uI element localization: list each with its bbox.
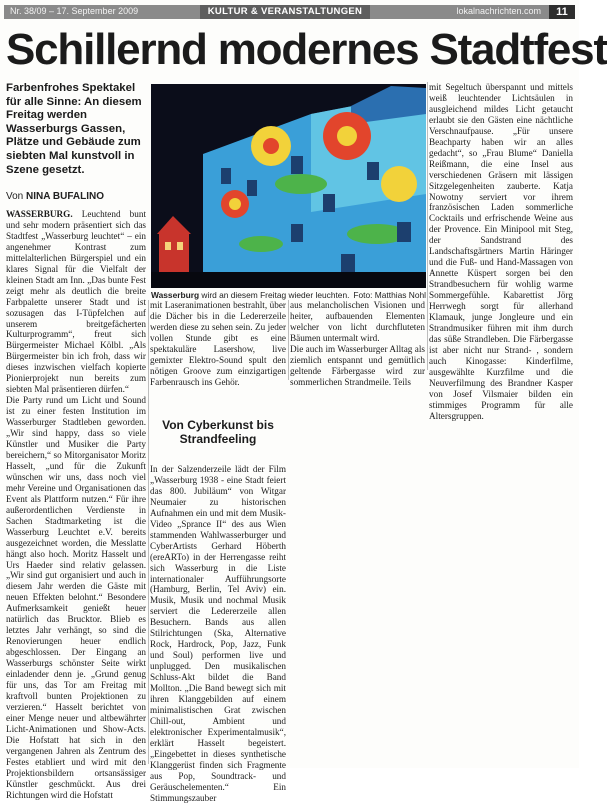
tower-body bbox=[159, 234, 189, 272]
flower-center bbox=[229, 198, 241, 210]
paragraph: Leuchtend bunt und sehr modern präsentiert sich das Stadtfest „Wasserburg leuchtet“ – ein angenehmer Kontrast zum mittelalterlichen Bürgerspiel und ein klares Signal für die Vielfalt der kleinen Stadt am Inn. „Das bunte Fest zeigt mehr als deutlich die breite Farbpalette unserer Stadt und ist sozusagen das I-Tüpfelchen auf unserem breitgefächerten Kulturprogramm“, freut sich Bürgermeister Michael Kölbl. „Als Bürgermeister bin ich froh, dass wir dieses inzwischen vielfach kopierte Pionierprojekt nun bereits zum siebten Mal präsentieren dürfen.“ bbox=[6, 209, 146, 395]
paragraph: Die Party rund um Licht und Sound ist zu einer festen Institution im Wasserburger Stadtleben geworden. „Wir sind happy, dass so viele Künstler und Musiker die Party bereichern,“ so Mitorganisator Moritz Hasselt, „und für die Zukunft wünschen wir uns, dass noch viel mehr Vereine und Organisationen das Event als Plattform nutzen.“ Für ihre außerordentlichen Verdienste in Sachen Stadtmarketing ist die Wasserburg Leuchtet e.V. bereits ausgezeichnet worden, die Messlatte hängt also hoch. Moritz Hasselt und Urs Haeder sind relativ gelassen. „Wir sind gut organisiert und auch in diesem Jahr werden die Gäste mit neuen Effekten belohnt.“ Besondere Aufmerksamkeit genießt heuer natürlich das Brucktor. Blieb es letztes Jahr verhängt, so sind die Renovierungen heuer endlich abgeschlossen. Der Eingang an Wasserburgs schönster Seite wirkt einladender denn je. „Grund genug für uns, das Tor am Freitag mit kraftvoll bunten Projektionen zu verzieren.“ Hasselt berichtet von einer Menge neuer und altbewährter Licht-Animationen und Show-Acts. Die Hofstatt hat sich in den vergangenen Jahren als Zentrum des Festes etabliert und wird mit den Projektionsbildern ortsansässiger Künstler geschmückt. Aus drei Richtungen wird die Hofstatt bbox=[6, 395, 146, 800]
photo-foreground bbox=[151, 272, 426, 288]
paragraph: Die auch im Wasserburger Alltag als ziemlich entspannt und gemütlich geltende Färbergasse wird zur sommerlichen Strandmeile. Teils bbox=[290, 343, 425, 387]
window bbox=[291, 156, 303, 174]
window bbox=[341, 254, 355, 274]
window bbox=[397, 222, 411, 242]
column-rule bbox=[427, 82, 428, 370]
caption-bold: Wasserburg bbox=[151, 290, 200, 300]
article-photo bbox=[151, 84, 426, 288]
column-rule bbox=[288, 300, 289, 380]
section-label: KULTUR & VERANSTALTUNGEN bbox=[200, 5, 370, 19]
window bbox=[367, 162, 379, 180]
paragraph: In der Salzenderzeile lädt der Film „Wasserburg 1938 - eine Stadt feiert das 800. Jubiläum“ von Witgar Neumaier zu historischen Aufnahmen ein und mit dem Musik-Video „Sprance II“ des aus Wien stammenden Wahlwasserburger und CyberArtists Gerhard Höberth (ereARTo) in der Herrengasse reiht sich Wasserburg in die Liste internationaler Aufführungsorte (Hamburg, Berlin, Tel Aviv) ein. Musik, Musik und nochmal Musik serviert die Ledererzeile allen Besuchern. Bands aus allen Stilrichtungen (Ska, Alternative Rock, Hardrock, Pop, Jazz, Funk und Soul) performen live und unplugged. Den musikalischen Schluss-Akt bildet die Band Mollton. „Die Band bewegt sich mit ihren Klanggebilden auf einem minimalistischen Grat zwischen Chill-out, Ambient und elektronischer Experimentalmusik“, erklärt Hasselt begeistert. „Eingebettet in dieses synthetische Klanggerüst finden sich Fragmente aus Pop, Soundtrack- und Geräuschelementen.“ Ein Stimmungszauber bbox=[150, 464, 286, 803]
paragraph: aus melancholischen Visionen und heiter, aufbauenden Elementen welcher von licht durchfluteten Bäumen untermalt wird. bbox=[290, 300, 425, 343]
window bbox=[221, 168, 231, 184]
text-column-4 bbox=[429, 82, 573, 421]
website-link[interactable]: lokalnachrichten.com bbox=[456, 6, 541, 16]
leaf-projection bbox=[275, 174, 327, 194]
photo-credit: Foto: Matthias Nohl bbox=[353, 290, 426, 300]
window bbox=[291, 224, 303, 242]
flower-projection bbox=[381, 166, 417, 202]
caption-body: wird an diesem Freitag wieder leuchten. bbox=[199, 290, 350, 300]
paragraph: mit Laseranimationen bestrahlt, über die Dächer bis in die Ledererzeile werden diese zu sehen sein. Zu jeder vollen Stunde gibt es eine spektakuläre Lasershow, live gemixter Elektro-Sound spult den nötigen Groove zum einzigartigen Farbenrausch ins Gehör. bbox=[150, 300, 286, 387]
byline-author: NINA BUFALINO bbox=[26, 191, 104, 202]
text-column-2 bbox=[150, 300, 286, 387]
issue-date: Nr. 38/09 – 17. September 2009 bbox=[10, 6, 139, 16]
leaf-projection bbox=[239, 236, 283, 252]
column-rule bbox=[148, 300, 149, 764]
text-column-3 bbox=[290, 300, 425, 387]
window bbox=[323, 194, 335, 212]
text-column-1 bbox=[6, 209, 146, 800]
page-header-band bbox=[4, 5, 575, 19]
illuminated-building-image bbox=[151, 84, 426, 288]
dateline: WASSERBURG. bbox=[6, 209, 73, 219]
byline-prefix: Von bbox=[6, 191, 24, 202]
tower-window bbox=[165, 242, 171, 250]
paragraph: mit Segeltuch überspannt und mittels weiß leuchtender Lichtsäulen in ausgleichend mildes Licht getaucht erlaubt sie den Gästen eine nächtliche Verschnaufpause. „Für unsere Beachparty haben wir an alles gedacht“, so „Frau Blume“ Daniella Reißmann, die eine Insel aus verschiedenen Gräsern mit lässigen Sitzgelegenheiten zauberte. Katja Nowotny serviert vor ihrem französischen Laden sommerliche Cocktails und erfrischende Weine aus der Provence. Ein Minipool mit Steg, der Sandstrand des Landschaftsgärtners Martin Häringer und die Fuß- und Hand-Massagen von Annette Küspert sorgen bei den Strandbesuchern für wohlig warme Sommergefühle. Kabarettist Jörg Herrwegh sorgt für allerhand Klamauk, junge Jongleure und ein Strandmusiker führen mit ihm durch das süße Strandleben. Die Färbergasse ist aber nicht nur Strand- , sondern auch Kinogasse: Kinderfilme, ausgewählte Kurzfilme und die Neuverfilmung des Brandner Kasper von Josef Vilsmaier bilden ein stimmiges Programm für alle Altersgruppen. bbox=[429, 82, 573, 421]
byline bbox=[6, 191, 104, 202]
flower-center bbox=[263, 138, 279, 154]
page-number: 11 bbox=[549, 5, 575, 19]
subheadline: Von Cyberkunst bis Strandfeeling bbox=[162, 418, 274, 446]
window bbox=[247, 180, 257, 196]
article-teaser: Farbenfrohes Spektakel für alle Sinne: An diesem Freitag werden Wasserburgs Gassen, Plätze und Gebäude zum siebten Mal kunstvoll in Szene gesetzt. bbox=[6, 82, 142, 176]
flower-center bbox=[337, 126, 357, 146]
tower-window bbox=[177, 242, 183, 250]
text-column-2-lower bbox=[150, 464, 286, 803]
caption-text bbox=[151, 290, 349, 300]
article-headline: Schillernd modernes Stadtfest bbox=[6, 25, 607, 74]
